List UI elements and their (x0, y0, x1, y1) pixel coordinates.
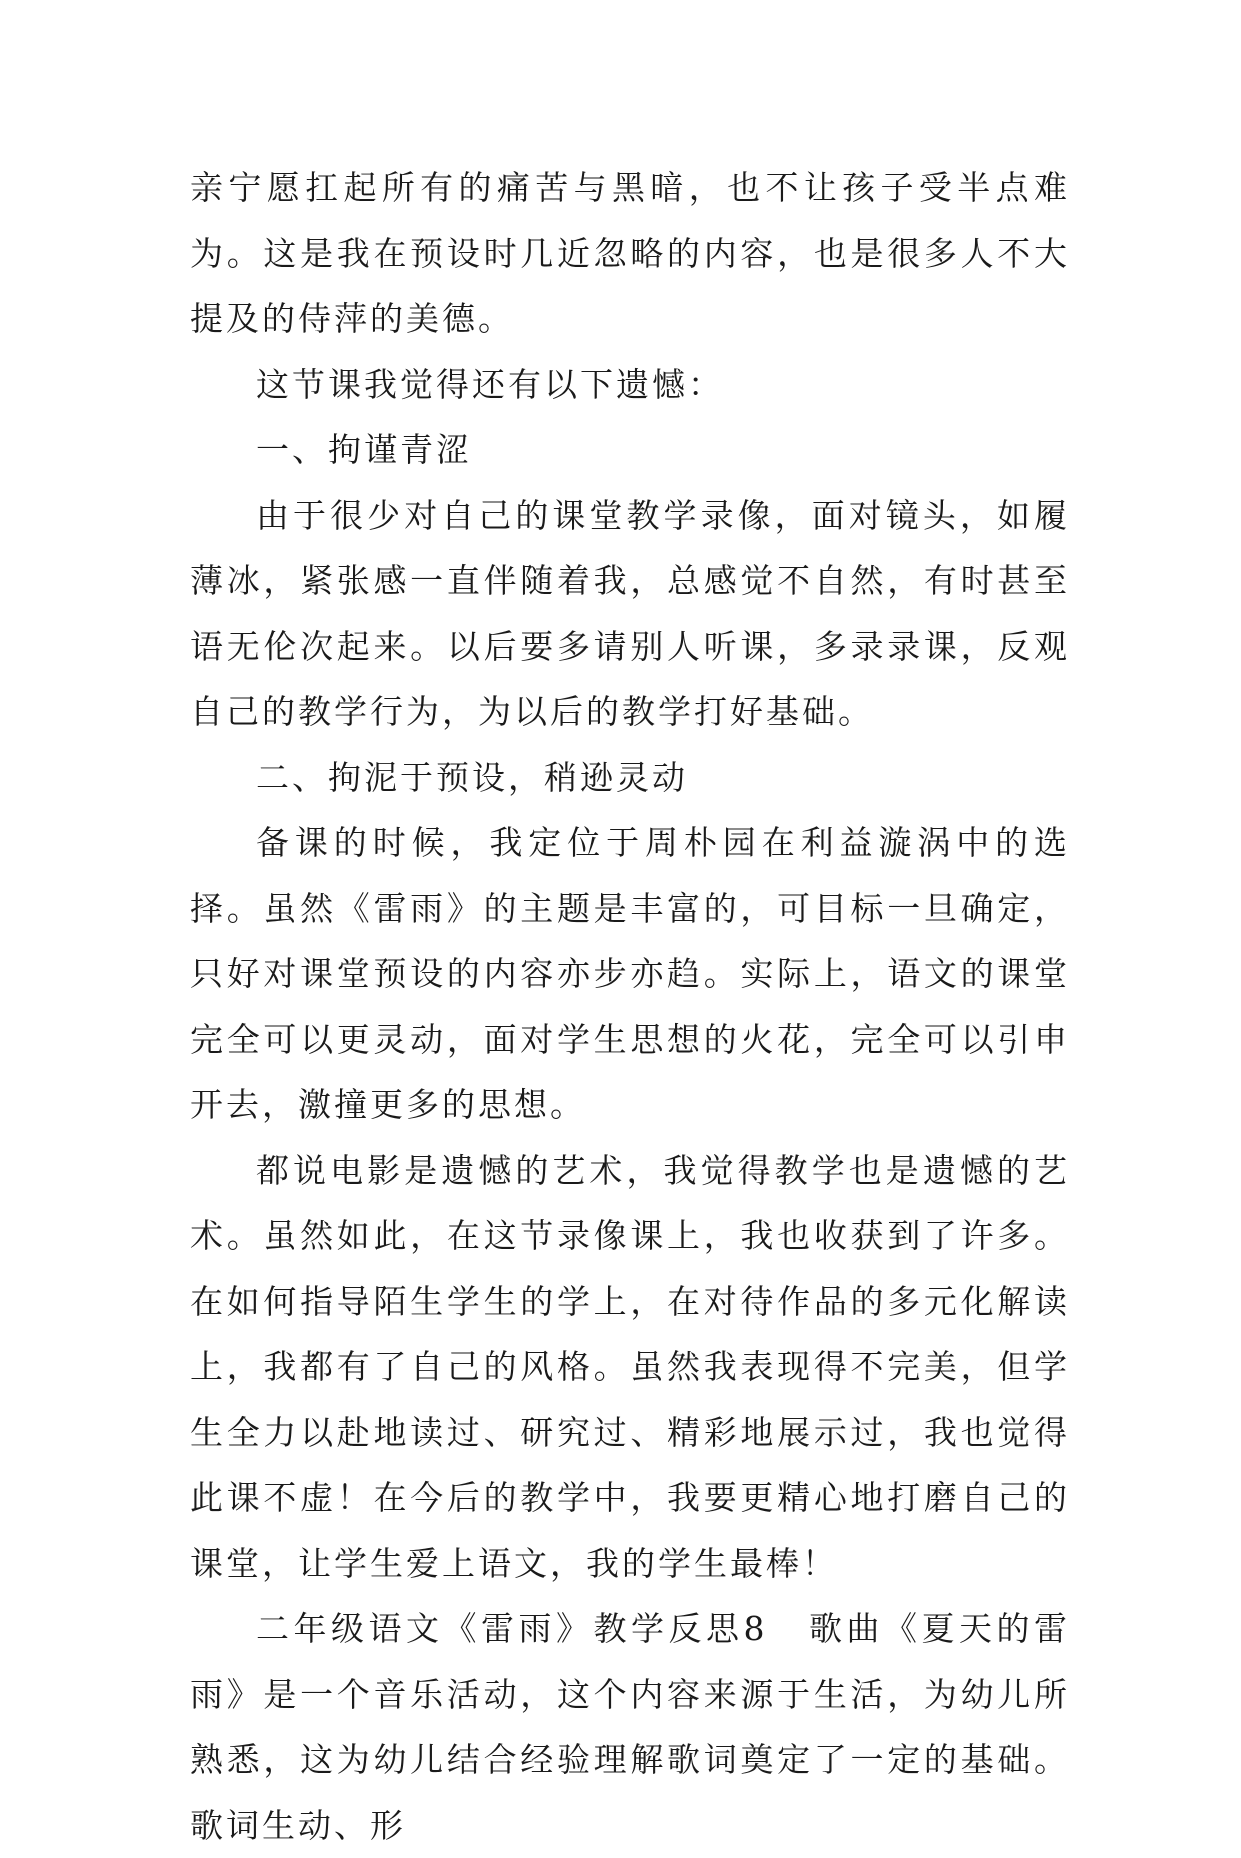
paragraph-continuation: 亲宁愿扛起所有的痛苦与黑暗，也不让孩子受半点难为。这是我在预设时几近忽略的内容，也是很多人不大提及的侍萍的美德。 (190, 168, 1070, 338)
paragraph-regrets-intro: 这节课我觉得还有以下遗憾： (256, 364, 724, 404)
document-body (190, 155, 1070, 1858)
section-heading: 二年级语文《雷雨》教学反思8 (256, 1609, 768, 1648)
paragraph-conclusion: 都说电影是遗憾的艺术，我觉得教学也是遗憾的艺术。虽然如此，在这节录像课上，我也收获到了许多。在如何指导陌生学生的学上，在对待作品的多元化解读上，我都有了自己的风格。虽然我表现得不完美，但学生全力以赴地读过、研究过、精彩地展示过，我也觉得此课不虚！在今后的教学中，我要更精心地打磨自己的课堂，让学生爱上语文，我的学生最棒！ (190, 1150, 1070, 1583)
paragraph-regret-two: 备课的时候，我定位于周朴园在利益漩涡中的选择。虽然《雷雨》的主题是丰富的，可目标一旦确定，只好对课堂预设的内容亦步亦趋。实际上，语文的课堂完全可以更灵动，面对学生思想的火花，完全可以引申开去，激撞更多的思想。 (190, 823, 1070, 1124)
section-text: 歌曲《夏天的雷雨》是一个音乐活动，这个内容来源于生活，为幼儿所熟悉，这为幼儿结合经验理解歌词奠定了一定的基础。歌词生动、形 (190, 1609, 1070, 1845)
heading-regret-two: 二、拘泥于预设，稍逊灵动 (256, 757, 688, 797)
heading-regret-one: 一、拘谨青涩 (256, 430, 472, 469)
paragraph-regret-one: 由于很少对自己的课堂教学录像，面对镜头，如履薄冰，紧张感一直伴随着我，总感觉不自然，有时甚至语无伦次起来。以后要多请别人听课，多录录课，反观自己的教学行为，为以后的教学打好基础。 (190, 495, 1070, 731)
paragraph-section-eight (190, 1596, 1070, 1858)
